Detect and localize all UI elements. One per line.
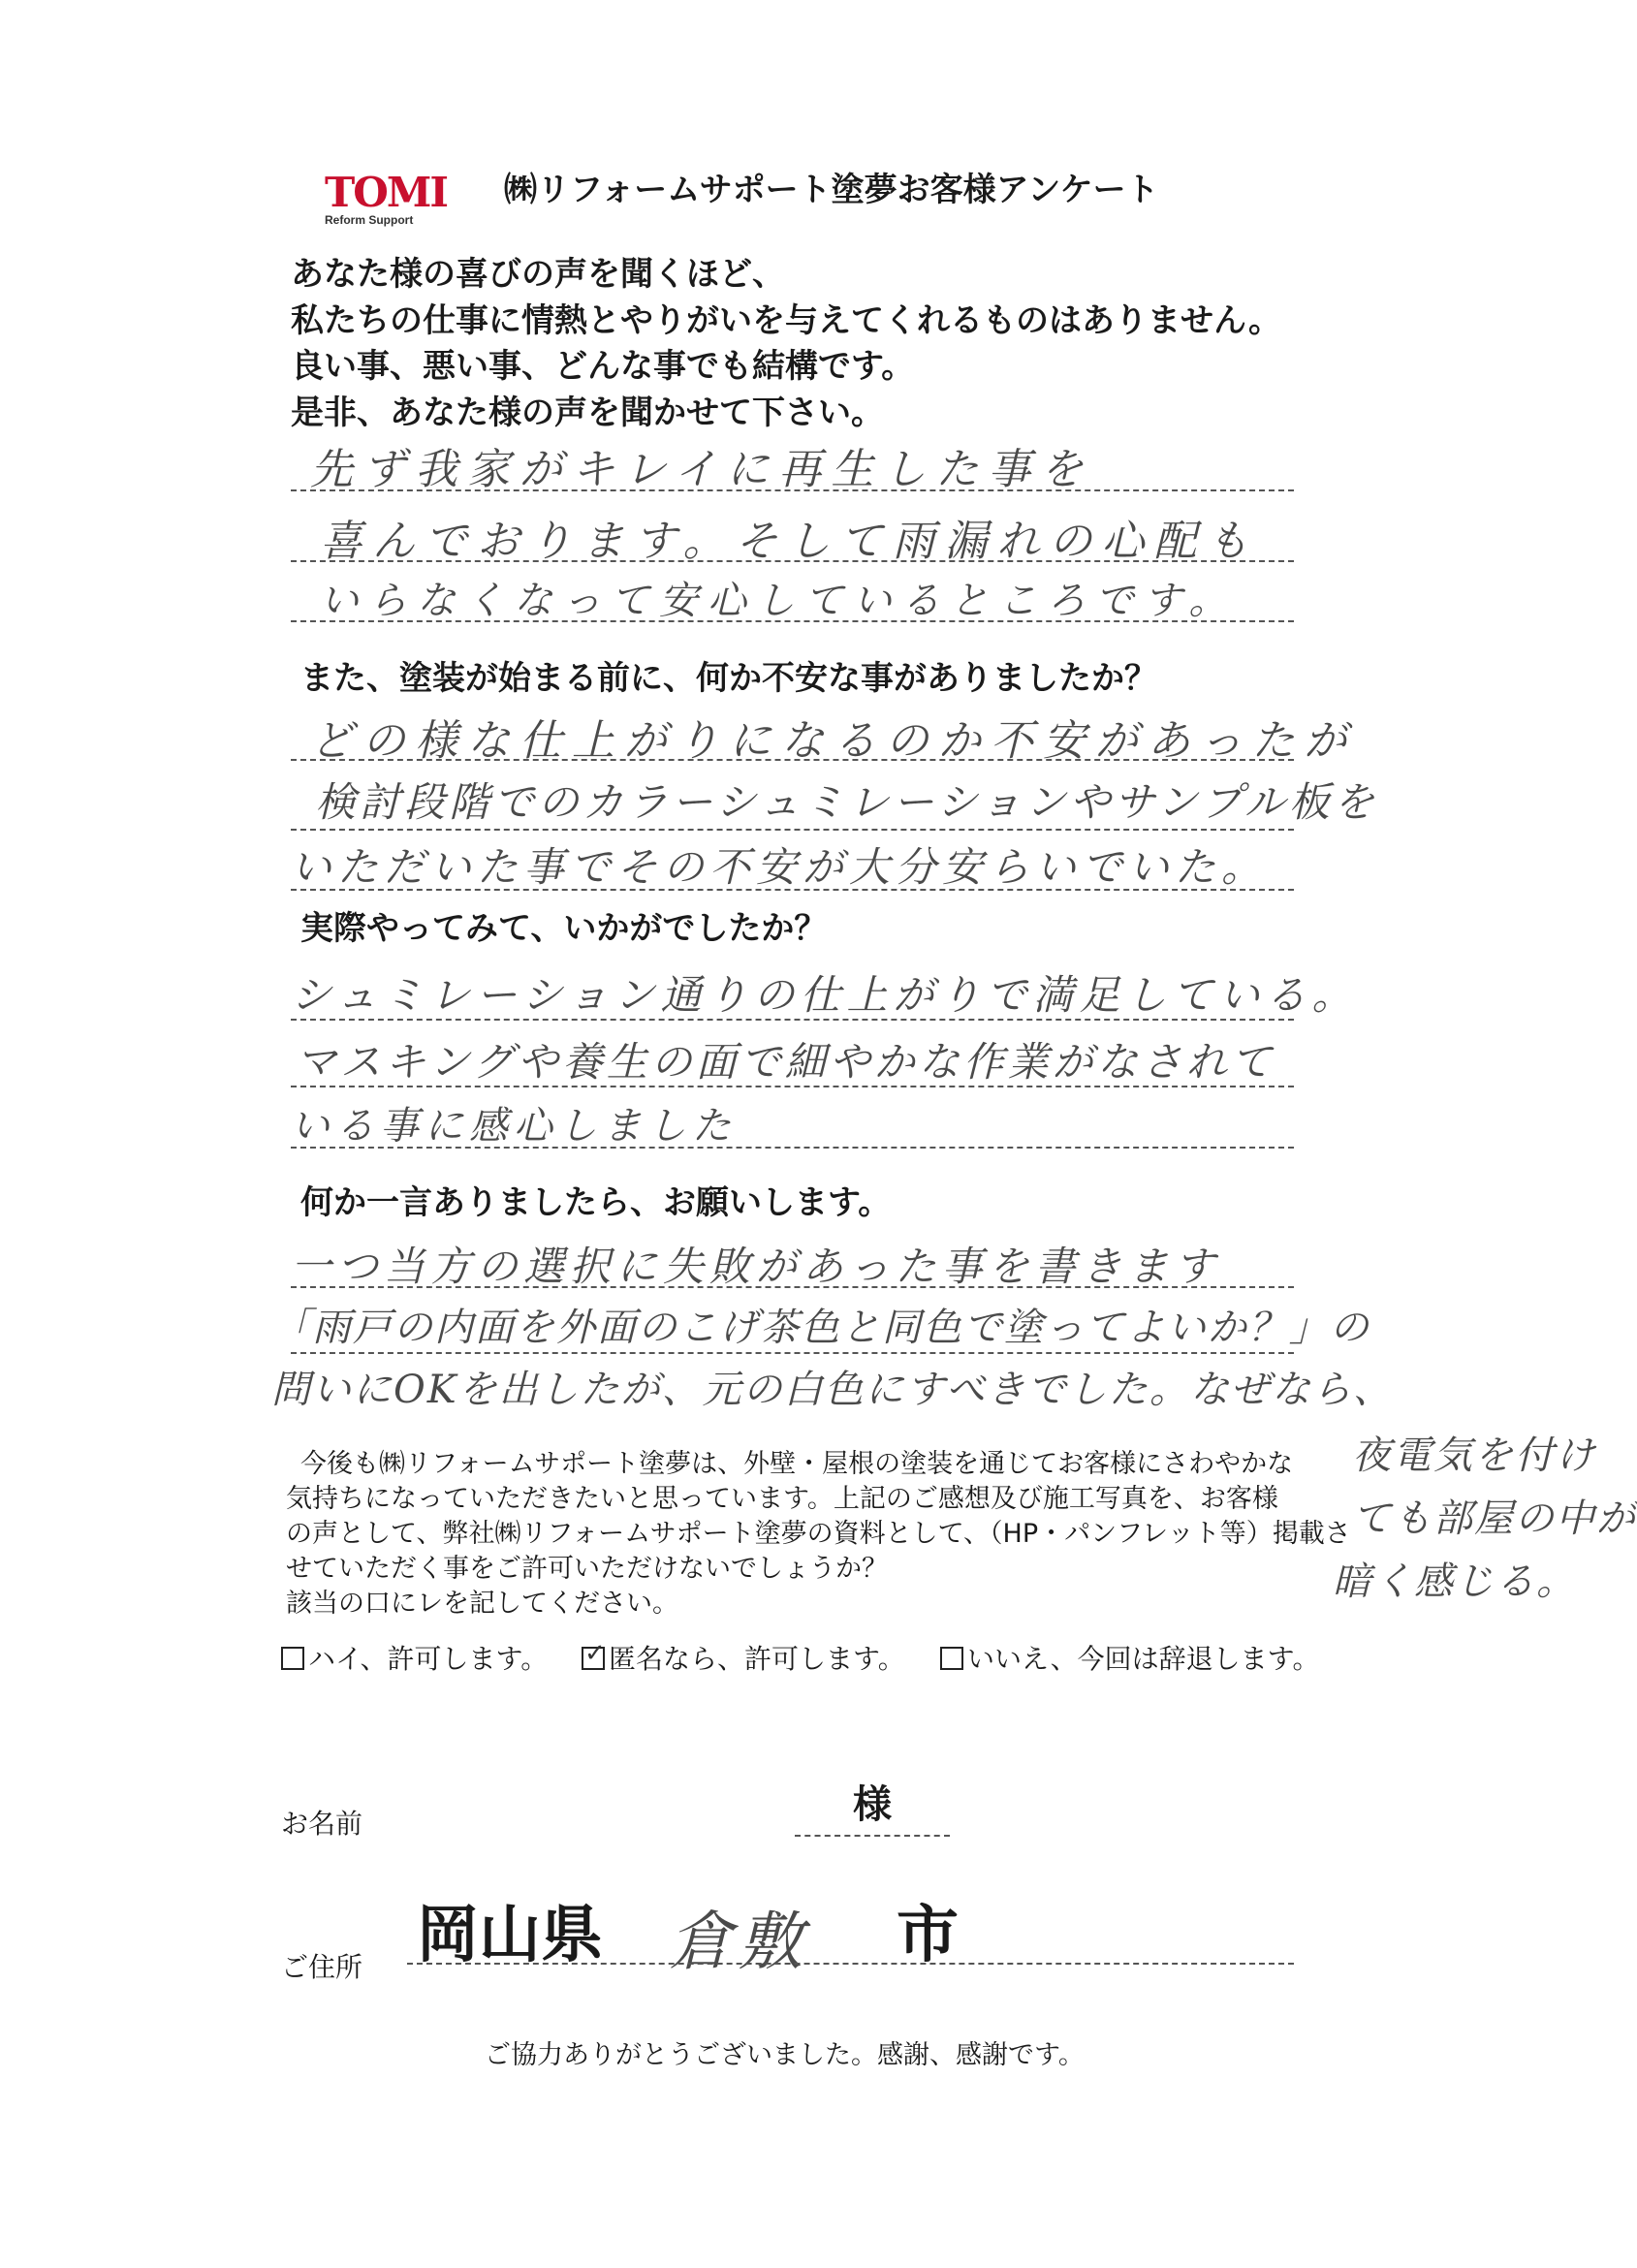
consent-line-4: せていただく事をご許可いただけないでしょうか？ xyxy=(286,1554,888,1584)
company-logo xyxy=(325,169,456,233)
consent-line-1: 今後も㈱リフォームサポート塗夢は、外壁・屋根の塗装を通じてお客様にさわやかな xyxy=(300,1449,1294,1479)
answer-rule xyxy=(291,560,1294,562)
answer4-side-line-1: 夜電気を付け xyxy=(1352,1433,1596,1478)
option-permit-label: ハイ、許可します。 xyxy=(308,1643,549,1675)
thanks-message: ご協力ありがとうございました。感謝、感謝です。 xyxy=(485,2040,1085,2070)
address-label: ご住所 xyxy=(281,1951,363,1983)
answer1-line-1: 先ず我家がキレイに再生した事を xyxy=(310,445,1093,494)
intro-line-4: 是非、あなた様の声を聞かせて下さい。 xyxy=(291,394,884,432)
consent-line-3: の声として、弊社㈱リフォームサポート塗夢の資料として、（HP・パンフレット等）掲載さ xyxy=(286,1519,1351,1549)
answer-rule xyxy=(291,829,1294,831)
answer-rule xyxy=(291,489,1294,491)
option-permit[interactable] xyxy=(281,1638,548,1677)
name-suffix: 様 xyxy=(853,1782,892,1827)
checkbox-anonymous[interactable] xyxy=(582,1647,605,1670)
answer1-line-3: いらなくなって安心しているところです。 xyxy=(320,579,1238,623)
answer-rule xyxy=(291,759,1294,761)
address-city-handwritten: 倉敷 xyxy=(669,1905,808,1979)
option-anonymous-label: 匿名なら、許可します。 xyxy=(609,1643,905,1675)
question-3: 実際やってみて、いかがでしたか？ xyxy=(300,909,828,948)
answer-rule xyxy=(291,1086,1294,1087)
logo-subtitle: Reform Support xyxy=(325,213,414,227)
answer4-line-3: 問いにOKを出したが、元の白色にすべきでした。なぜなら、 xyxy=(271,1368,1394,1412)
answer-rule xyxy=(291,620,1294,622)
option-anonymous[interactable] xyxy=(582,1638,905,1677)
answer-rule xyxy=(291,1286,1294,1288)
answer3-line-2: マスキングや養生の面で細やかな作業がなされて xyxy=(296,1038,1275,1086)
option-decline-label: いいえ、今回は辞退します。 xyxy=(967,1643,1320,1675)
option-decline[interactable] xyxy=(940,1638,1319,1677)
answer4-side-line-3: 暗く感じる。 xyxy=(1333,1559,1577,1604)
answer-rule xyxy=(291,889,1294,891)
address-suffix: 市 xyxy=(897,1900,959,1971)
checkbox-permit[interactable] xyxy=(281,1647,304,1670)
answer2-line-1: どの様な仕上がりになるのか不安があったが xyxy=(310,716,1357,766)
consent-line-2: 気持ちになっていただきたいと思っています。上記のご感想及び施工写真を、お客様 xyxy=(286,1484,1278,1514)
answer1-line-2: 喜んでおります。そして雨漏れの心配も xyxy=(320,517,1259,566)
answer-rule xyxy=(291,1147,1294,1149)
address-prefecture: 岡山県 xyxy=(417,1900,603,1971)
answer-rule xyxy=(291,1352,1294,1354)
address-field-rule xyxy=(407,1963,1294,1965)
question-4: 何か一言ありましたら、お願いします。 xyxy=(300,1183,892,1222)
answer4-side-line-2: ても部屋の中が xyxy=(1352,1496,1637,1541)
intro-line-3: 良い事、悪い事、どんな事でも結構です。 xyxy=(291,347,915,386)
consent-line-5: 該当の口にレを記してください。 xyxy=(286,1589,678,1619)
intro-line-1: あなた様の喜びの声を聞くほど、 xyxy=(291,255,785,294)
question-2: また、塗装が始まる前に、何か不安な事がありましたか？ xyxy=(300,659,1157,698)
intro-line-2: 私たちの仕事に情熱とやりがいを与えてくれるものはありません。 xyxy=(291,301,1282,340)
answer2-line-2: 検討段階でのカラーシュミレーションやサンプル板を xyxy=(315,778,1378,826)
answer2-line-3: いただいた事でその不安が大分安らいでいた。 xyxy=(291,843,1269,891)
survey-title: ㈱リフォームサポート塗夢お客様アンケート xyxy=(504,171,1159,209)
answer4-line-1: 一つ当方の選択に失敗があった事を書きます xyxy=(291,1243,1221,1290)
logo-mark: TOMI xyxy=(325,169,447,216)
answer3-line-1: シュミレーション通りの仕上がりで満足している。 xyxy=(291,971,1359,1019)
answer4-line-2: 「雨戸の内面を外面のこげ茶色と同色で塗ってよいか？」の xyxy=(271,1306,1370,1350)
answer3-line-3: いる事に感心しました xyxy=(291,1104,737,1149)
name-field-rule xyxy=(795,1835,950,1837)
checkbox-decline[interactable] xyxy=(940,1647,963,1670)
answer-rule xyxy=(291,1019,1294,1021)
name-label: お名前 xyxy=(281,1808,363,1840)
